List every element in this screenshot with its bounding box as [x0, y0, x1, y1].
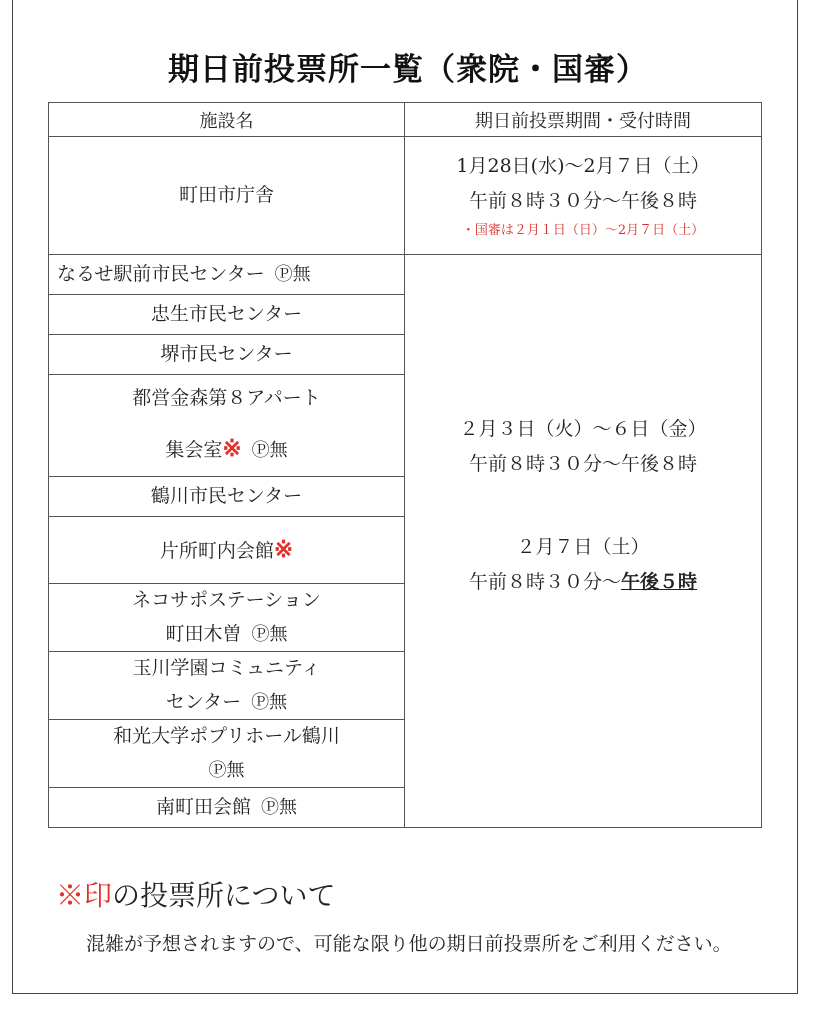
facility-name-line: 都営金森第８アパート: [132, 386, 321, 409]
facility-name-text: 集会室: [165, 439, 223, 461]
note-heading-text: の投票所について: [112, 879, 336, 912]
facility-name-line: 鶴川市民センター: [150, 484, 303, 507]
no-parking-label: Ⓟ無: [251, 691, 288, 713]
facility-name-cell: [49, 375, 405, 477]
table-header-row: [49, 103, 762, 137]
period-dates-saturday: ２月７日（土）: [516, 536, 650, 558]
page-title: 期日前投票所一覧（衆院・国審）: [168, 52, 648, 88]
table-row: [49, 255, 762, 295]
period-hours-weekday: 午前８時３０分〜午後８時: [468, 452, 697, 475]
header-period: 期日前投票期間・受付時間: [405, 103, 762, 137]
note-heading: [56, 874, 335, 914]
facility-name-text: 町田木曽: [165, 622, 242, 645]
no-parking-label: Ⓟ無: [261, 796, 297, 818]
period-dates-weekday: ２月３日（火）〜６日（金）: [459, 417, 707, 440]
period-note: ・国審は２月１日（日）〜2月７日（土）: [461, 223, 705, 239]
no-parking-label: Ⓟ無: [208, 759, 245, 781]
table-row: [49, 137, 762, 255]
period-hours-saturday: [405, 565, 761, 600]
facility-name-cell: [49, 255, 405, 295]
facility-name-line: [49, 791, 404, 824]
facility-name-cell: [49, 137, 405, 255]
facility-name-line: 町田市庁舎: [178, 183, 274, 206]
facility-name-line: [49, 429, 404, 469]
header-facility-name: 施設名: [49, 103, 405, 137]
polling-station-table: [48, 102, 762, 828]
facility-name-cell: [49, 788, 405, 828]
facility-name-cell: [49, 720, 405, 788]
facility-name-line: [49, 530, 404, 570]
facility-name-cell: [49, 295, 405, 335]
period-cell-city-hall: [405, 137, 762, 255]
facility-name-line: [49, 618, 404, 651]
facility-name-cell: [49, 517, 405, 584]
facility-name-text: 南町田会館: [155, 795, 251, 818]
facility-name-line: [57, 258, 404, 291]
facility-name-text: なるせ駅前市民センター: [57, 262, 265, 285]
period-hours: 午前８時３０分〜午後８時: [468, 190, 697, 213]
congestion-mark-icon: ※: [222, 435, 242, 462]
facility-name-line: 玉川学園コミュニティ: [132, 657, 321, 680]
no-parking-label: Ⓟ無: [251, 623, 288, 645]
note-body: 混雑が予想されますので、可能な限り他の期日前投票所をご利用ください。: [86, 933, 732, 955]
facility-name-line: [49, 686, 404, 719]
facility-name-text: 片所町内会館: [159, 539, 274, 562]
facility-name-line: 堺市民センター: [160, 342, 293, 365]
facility-name-cell: [49, 477, 405, 517]
note-mark: ※印: [56, 879, 113, 912]
facility-name-cell: [49, 652, 405, 720]
congestion-mark-icon: ※: [273, 535, 294, 563]
facility-name-line: ネコサポステーション: [132, 589, 321, 612]
facility-name-line: 忠生市民センター: [150, 302, 303, 325]
facility-name-cell: [49, 335, 405, 375]
period-dates: 1月28日(水)〜2月７日（土）: [456, 154, 710, 177]
no-parking-label: Ⓟ無: [251, 440, 288, 461]
period-hours-saturday-end: 午後５時: [621, 571, 698, 594]
facility-name-line: [49, 754, 404, 787]
facility-name-cell: [49, 584, 405, 652]
facility-name-text: センター: [165, 690, 242, 713]
period-cell-other-stations: [405, 255, 762, 828]
facility-name-line: 和光大学ポプリホール鶴川: [113, 725, 340, 748]
no-parking-label: Ⓟ無: [274, 263, 311, 285]
period-hours-saturday-start: 午前８時３０分〜: [468, 571, 621, 594]
